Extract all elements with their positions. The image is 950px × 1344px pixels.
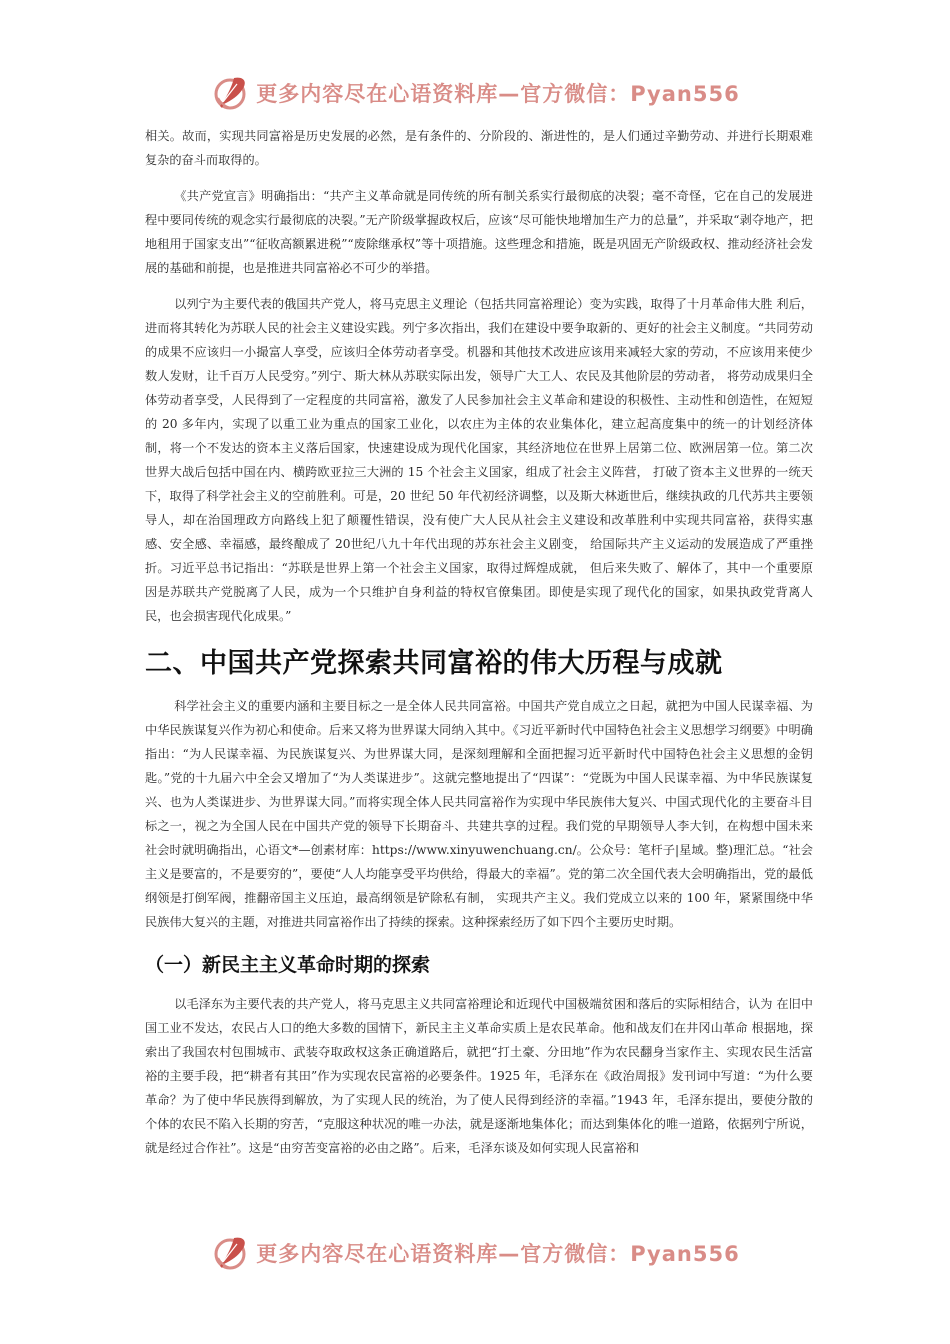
paragraph-continuation: 相关。故而，实现共同富裕是历史发展的必然，是有条件的、分阶段的、渐进性的，是人们通过辛勤劳动、并进行长期艰难复杂的奋斗而取得的。 [145,129,813,167]
subsection-heading: （一）新民主主义革命时期的探索 [145,954,431,976]
header-banner-text: 更多内容尽在心语资料库—官方微信：Pyan556 [256,82,740,106]
paragraph-new-democratic-revolution: 以毛泽东为主要代表的共产党人，将马克思主义共同富裕理论和近现代中国极端贫困和落后的实际相结合，认为 在旧中国工业不发达，农民占人口的绝大多数的国情下，新民主主义革命实质上是农民革命。他和战友们在井冈山革命 根据地，探索出了我国农村包围城市、武装夺取政权这条正确道路后，就把“打土豪、分田地”作为农民翻身当家作主、实现农民生活富裕的主要手段，把“耕者有其田”作为实现农民富裕的必要条件。1925 年，毛泽东在《政治周报》发刊词中写道：“为什么要革命？为了使中华民族得到解放，为了实现人民的统治，为了使人民得到经济的幸福。”1943 年，毛泽东提出，要使分散的个体的农民不陷入长期的穷苦，“克服这种状况的唯一办法，就是逐渐地集体化；而达到集体化的唯一道路，依据列宁所说，就是经过合作社”。这是“由穷苦变富裕的必由之路”。后来，毛泽东谈及如何实现人民富裕和 [145,997,813,1155]
paragraph-lenin-practice: 以列宁为主要代表的俄国共产党人，将马克思主义理论（包括共同富裕理论）变为实践，取得了十月革命伟大胜 利后，进而将其转化为苏联人民的社会主义建设实践。列宁多次指出，我们在建设中要争取新的、更好的社会主义制度。“共同劳动的成果不应该归一小撮富人享受，应该归全体劳动者享受。机器和其他技术改进应该用来减轻大家的劳动，不应该用来使少数人发财，让千百万人民受穷。”列宁、斯大林从苏联实际出发，领导广大工人、农民及其他阶层的劳动者， 将劳动成果归全体劳动者享受，人民得到了一定程度的共同富裕，激发了人民参加社会主义革命和建设的积极性、主动性和创造性，在短短的 20 多年内，实现了以重工业为重点的国家工业化，以农庄为主体的农业集体化，建立起高度集中的统一的计划经济体制，将一个不发达的资本主义落后国家，快速建设成为现代化国家，其经济地位在世界上居第二位、欧洲居第一位。第二次世界大战后包括中国在内、横跨欧亚拉三大洲的 15 个社会主义国家，组成了社会主义阵营， 打破了资本主义世界的一统天下，取得了科学社会主义的空前胜利。可是，20 世纪 50 年代初经济调整，以及斯大林逝世后，继续执政的几代苏共主要领导人，却在治国理政方向路线上犯了颠覆性错误，没有使广大人民从社会主义建设和改革胜利中实现共同富裕，获得实惠感、安全感、幸福感，最终酿成了 20世纪八九十年代出现的苏东社会主义剧变， 给国际共产主义运动的发展造成了严重挫折。习近平总书记指出：“苏联是世界上第一个社会主义国家，取得过辉煌成就， 但后来失败了、解体了，其中一个重要原因是苏联共产党脱离了人民，成为一个只维护自身利益的特权官僚集团。即使是实现了现代化的国家，如果执政党背离人民，也会损害现代化成果。” [145,297,813,623]
section-heading: 二、中国共产党探索共同富裕的伟大历程与成就 [145,648,723,679]
paragraph-section-intro: 科学社会主义的重要内涵和主要目标之一是全体人民共同富裕。中国共产党自成立之日起，就把为中国人民谋幸福、为中华民族谋复兴作为初心和使命。后来又将为世界谋大同纳入其中。《习近平新时代中国特色社会主义思想学习纲要》中明确指出：“为人民谋幸福、为民族谋复兴、为世界谋大同，是深刻理解和全面把握习近平新时代中国特色社会主义思想的金钥匙。”党的十九届六中全会又增加了“为人类谋进步”。这就完整地提出了“四谋”：“党既为中国人民谋幸福、为中华民族谋复兴、也为人类谋进步、为世界谋大同。”而将实现全体人民共同富裕作为实现中华民族伟大复兴、中国式现代化的主要奋斗目标之一，视之为全国人民在中国共产党的领导下长期奋斗、共建共享的过程。我们党的早期领导人李大钊，在构想中国未来社会时就明确指出，心语文*—创素材库：https://www.xinyuwenchuang.cn/。公众号：笔杆子|星域。整)理汇总。“社会主义是要富的，不是要穷的”，要使“人人均能享受平均供给，得最大的幸福”。党的第二次全国代表大会明确指出，党的最低纲领是打倒军阀，推翻帝国主义压迫，最高纲领是铲除私有制， 实现共产主义。我们党成立以来的 100 年，紧紧围绕中华民族伟大复兴的主题，对推进共同富裕作出了持续的探索。这种探索经历了如下四个主要历史时期。 [145,699,813,929]
footer-banner [0,1228,950,1278]
footer-banner-text: 更多内容尽在心语资料库—官方微信：Pyan556 [256,1242,740,1266]
paragraph-communist-manifesto: 《共产党宣言》明确指出：“共产主义革命就是同传统的所有制关系实行最彻底的决裂；毫不奇怪，它在自己的发展进程中要同传统的观念实行最彻底的决裂。”无产阶级掌握政权后，应该“尽可能快地增加生产力的总量”，并采取“剥夺地产，把地租用于国家支出”“征收高额累进税”“废除继承权”等十项措施。这些理念和措施，既是巩固无产阶级政权、推动经济社会发展的基础和前提，也是推进共同富裕必不可少的举措。 [145,189,813,275]
quill-feather-logo-icon [210,1232,252,1274]
document-body [145,124,813,1160]
quill-feather-logo-icon [210,72,252,114]
header-banner [0,68,950,118]
